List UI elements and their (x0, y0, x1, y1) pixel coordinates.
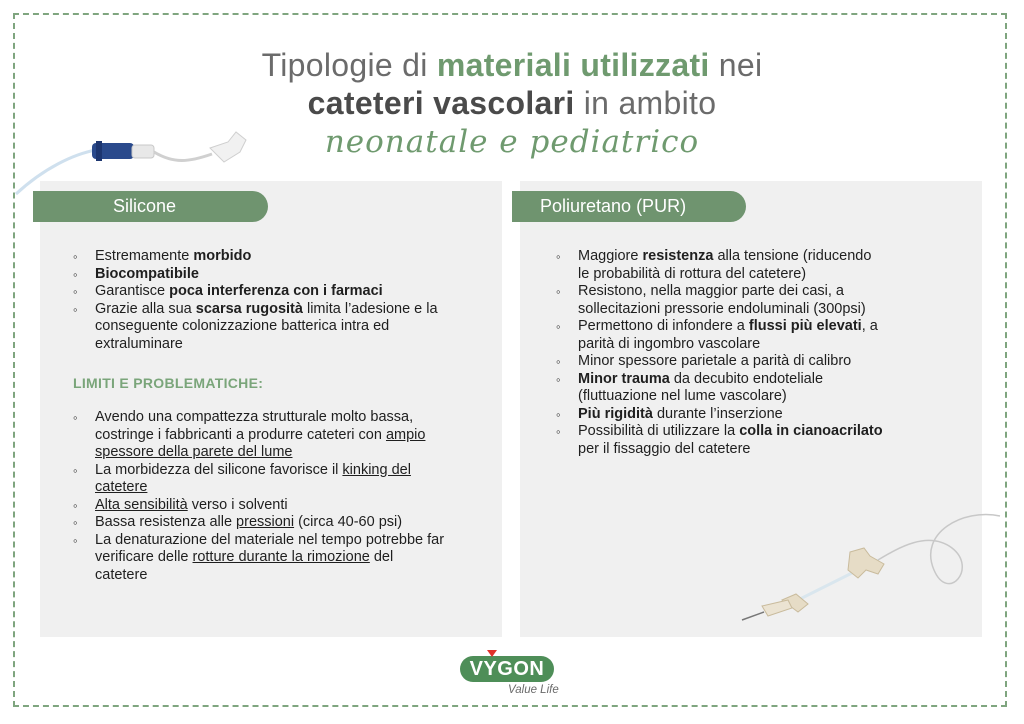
logo-accent-triangle (487, 650, 497, 657)
list-item: ◦ Alta sensibilità verso i solventi (73, 497, 448, 515)
list-item: ◦ Minor trauma da decubito endoteliale (fluttuazione nel lume vascolare) (556, 371, 886, 406)
list-item: ◦ Maggiore resistenza alla tensione (riducendo le probabilità di rottura del catetere) (556, 248, 886, 283)
vygon-logo (460, 650, 570, 700)
title-script-line: neonatale e pediatrico (324, 124, 700, 160)
list-item: ◦ Possibilità di utilizzare la colla in cianoacrilato per il fissaggio del catetere (556, 423, 886, 458)
catheter-bottom-illustration (738, 508, 1008, 626)
limits-heading: LIMITI E PROBLEMATICHE: (73, 375, 264, 391)
list-item: ◦ Garantisce poca interferenza con i farmaci (73, 283, 448, 301)
list-item: ◦ Minor spessore parietale a parità di calibro (556, 353, 886, 371)
list-item: ◦ Grazie alla sua scarsa rugosità limita l’adesione e la conseguente colonizzazione batterica intra ed extraluminare (73, 301, 448, 354)
page-title: Tipologie di materiali utilizzati nei cateteri vascolari in ambito neonatale e pediatrico (160, 46, 864, 162)
list-item: ◦ La denaturazione del materiale nel tempo potrebbe far verificare delle rotture durante la rimozione del catetere (73, 532, 448, 585)
poliuretano-tab: Poliuretano (PUR) (512, 191, 746, 222)
list-item: ◦ La morbidezza del silicone favorisce il kinking del catetere (73, 462, 448, 497)
list-item: ◦ Resistono, nella maggior parte dei casi, a sollecitazioni pressorie endoluminali (300psi) (556, 283, 886, 318)
list-item: ◦ Permettono di infondere a flussi più elevati, a parità di ingombro vascolare (556, 318, 886, 353)
list-item: ◦ Bassa resistenza alle pressioni (circa 40-60 psi) (73, 514, 448, 532)
silicone-tab: Silicone (33, 191, 268, 222)
list-item: ◦ Avendo una compattezza strutturale molto bassa, costringe i fabbricanti a produrre cateteri con ampio spessore della parete del lume (73, 409, 448, 462)
silicone-limits-list (73, 409, 448, 584)
list-item: ◦ Più rigidità durante l’inserzione (556, 406, 886, 424)
list-item: ◦ Estremamente morbido (73, 248, 448, 266)
logo-wordmark: VYGON (460, 656, 554, 682)
poliuretano-properties-list (556, 248, 886, 458)
list-item: ◦ Biocompatibile (73, 266, 448, 284)
silicone-properties-list (73, 248, 448, 353)
logo-tagline: Value Life (508, 684, 559, 696)
